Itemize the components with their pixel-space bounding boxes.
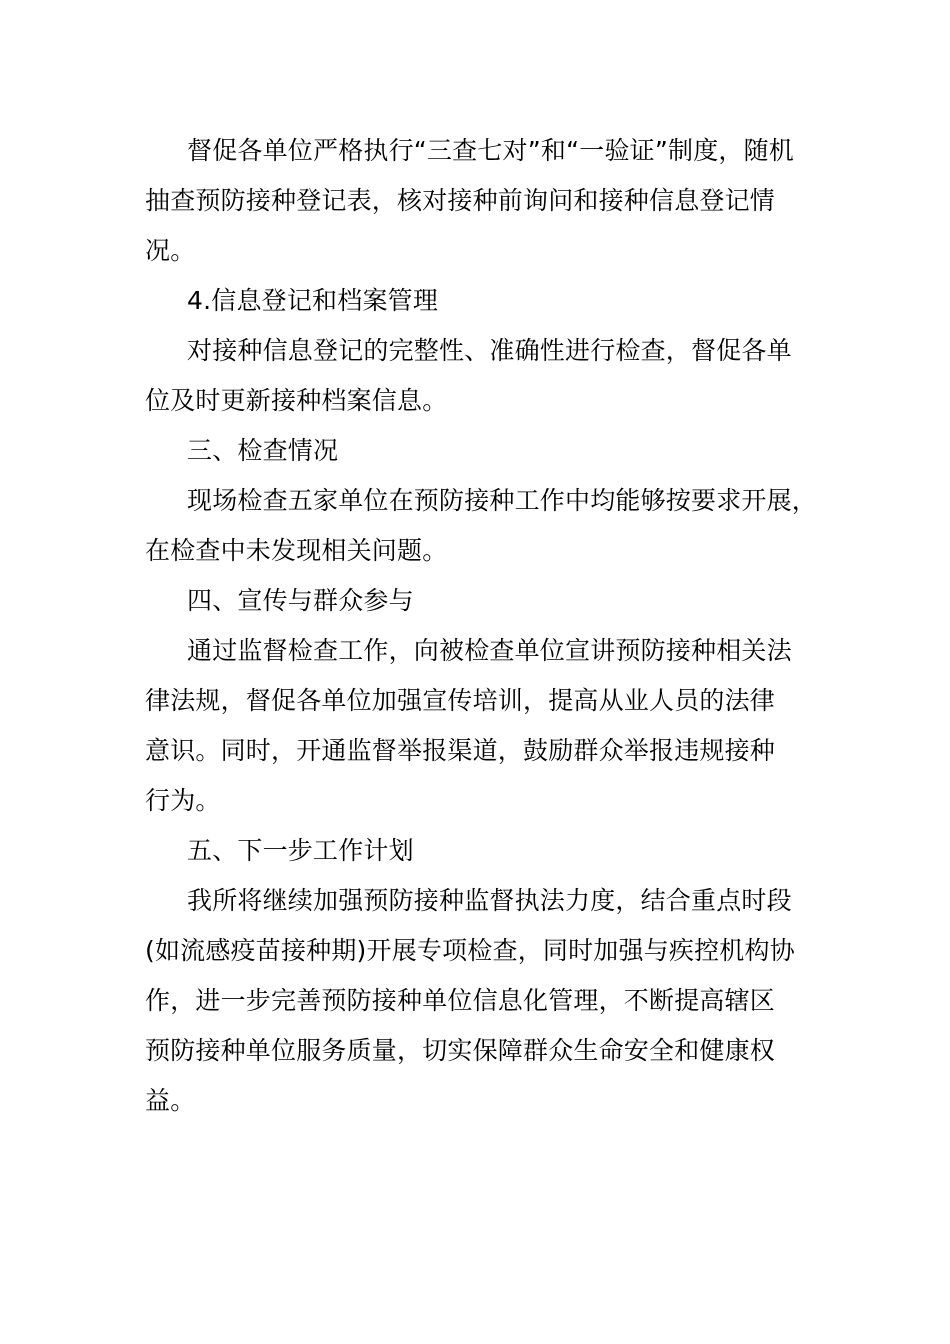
paragraph-line: 对接种信息登记的完整性、准确性进行检查，督促各单 xyxy=(187,336,792,365)
paragraph-line: 作，进一步完善预防接种单位信息化管理，不断提高辖区 xyxy=(145,986,776,1015)
section-heading: 三、检查情况 xyxy=(187,436,339,465)
paragraph-line: 督促各单位严格执行“三查七对”和“一验证”制度，随机 xyxy=(187,136,795,165)
paragraph-line: 在检查中未发现相关问题。 xyxy=(145,536,448,565)
paragraph-line: 意识。同时，开通监督举报渠道，鼓励群众举报违规接种 xyxy=(145,736,776,765)
paragraph-line: 位及时更新接种档案信息。 xyxy=(145,386,448,415)
paragraph-line: 预防接种单位服务质量，切实保障群众生命安全和健康权 xyxy=(145,1036,776,1065)
paragraph-line: 行为。 xyxy=(145,786,221,815)
paragraph-line: 况。 xyxy=(145,236,196,265)
paragraph-line: 益。 xyxy=(145,1086,196,1115)
subheading: 4.信息登记和档案管理 xyxy=(187,286,439,315)
paragraph-line: (如流感疫苗接种期)开展专项检查，同时加强与疾控机构协 xyxy=(145,936,795,965)
paragraph-line: 通过监督检查工作，向被检查单位宣讲预防接种相关法 xyxy=(187,636,792,665)
paragraph-line: 现场检查五家单位在预防接种工作中均能够按要求开展， xyxy=(187,486,818,515)
section-heading: 五、下一步工作计划 xyxy=(187,836,414,865)
section-heading: 四、宣传与群众参与 xyxy=(187,586,414,615)
paragraph-line: 我所将继续加强预防接种监督执法力度，结合重点时段 xyxy=(187,886,792,915)
paragraph-line: 律法规，督促各单位加强宣传培训，提高从业人员的法律 xyxy=(145,686,776,715)
paragraph-line: 抽查预防接种登记表，核对接种前询问和接种信息登记情 xyxy=(145,186,776,215)
